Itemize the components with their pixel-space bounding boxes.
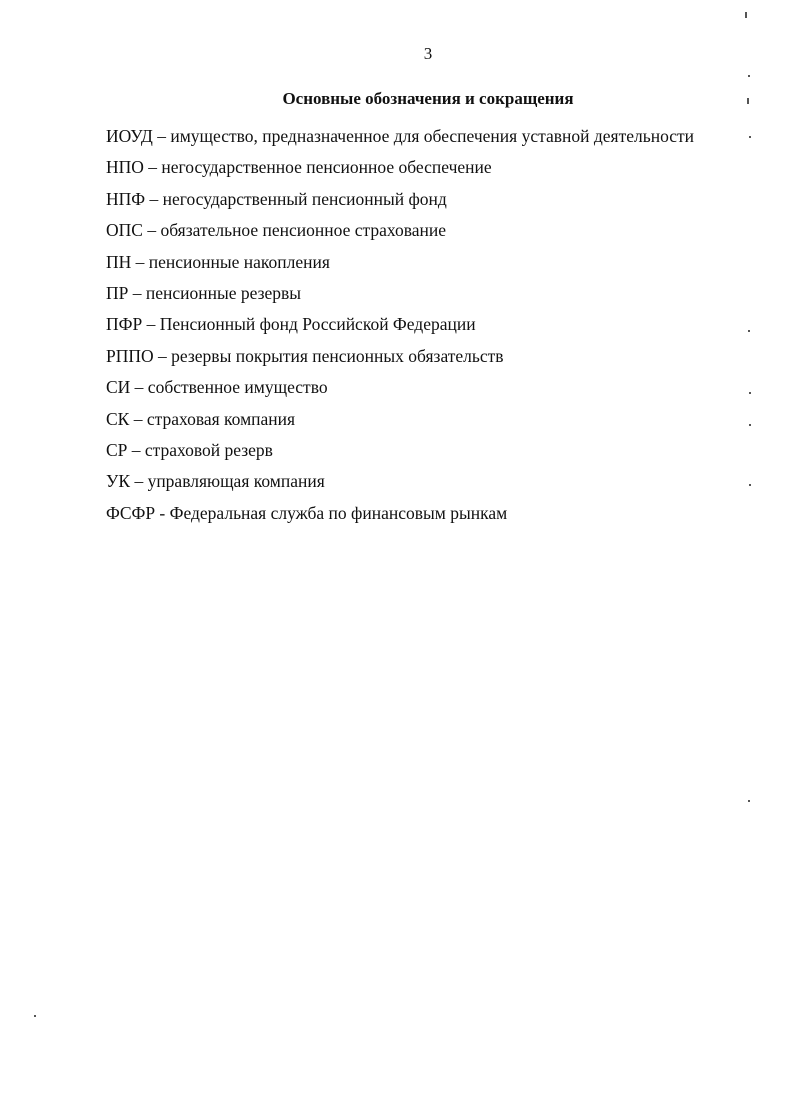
abbreviation-item: СК – страховая компания (106, 408, 296, 429)
scan-speck (745, 12, 747, 18)
scan-speck (749, 424, 751, 426)
scan-speck (748, 800, 750, 802)
abbreviation-item: ИОУД – имущество, предназначенное для обеспечения уставной деятельности (106, 126, 695, 146)
scan-speck (749, 136, 751, 138)
scan-speck (34, 1015, 36, 1017)
abbreviation-item: НПФ – негосударственный пенсионный фонд (106, 188, 447, 209)
scan-speck (749, 392, 751, 394)
scan-speck (749, 484, 751, 486)
abbreviation-item: РППО – резервы покрытия пенсионных обязательств (106, 345, 504, 366)
abbreviation-item: ПР – пенсионные резервы (106, 282, 302, 303)
abbreviation-item: ОПС – обязательное пенсионное страхование (106, 220, 447, 241)
page-number: 3 (423, 44, 433, 63)
abbreviation-item: НПО – негосударственное пенсионное обеспечение (106, 157, 492, 178)
scan-speck (748, 75, 750, 77)
abbreviation-item: СР – страховой резерв (106, 439, 273, 460)
scan-speck (748, 330, 750, 332)
page-title: Основные обозначения и сокращения (282, 89, 574, 108)
abbreviation-item: ПФР – Пенсионный фонд Российской Федерации (106, 314, 476, 335)
abbreviation-item: ПН – пенсионные накопления (106, 251, 330, 272)
abbreviation-item: ФСФР - Федеральная служба по финансовым рынкам (106, 502, 508, 523)
abbreviation-item: УК – управляющая компания (106, 471, 325, 492)
abbreviation-item: СИ – собственное имущество (106, 377, 328, 398)
scan-speck (747, 98, 749, 104)
abbreviation-list (106, 124, 694, 532)
